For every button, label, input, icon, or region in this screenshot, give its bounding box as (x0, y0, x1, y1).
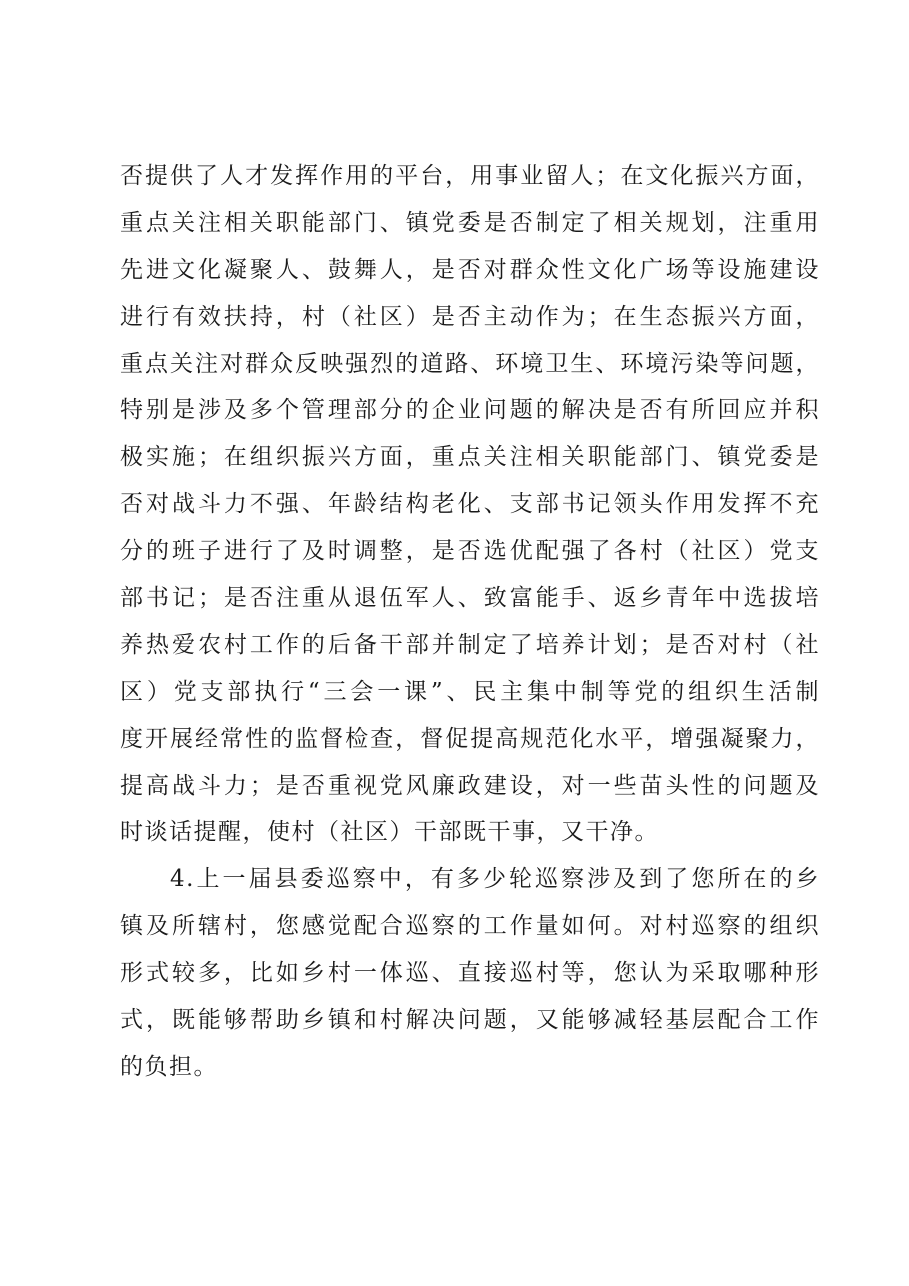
paragraph-line: 度开展经常性的监督检查，督促提高规范化水平，增强凝聚力， (120, 725, 820, 752)
paragraph-line: 形式较多，比如乡村一体巡、直接巡村等，您认为采取哪种形 (120, 960, 820, 987)
paragraph-line: 时谈话提醒，使村（社区）干部既干事，又干净。 (120, 819, 659, 846)
paragraph-line: 分的班子进行了及时调整，是否选优配强了各村（社区）党支 (120, 538, 820, 565)
paragraph-line: 重点关注相关职能部门、镇党委是否制定了相关规划，注重用 (120, 209, 820, 236)
paragraph-line: 特别是涉及多个管理部分的企业问题的解决是否有所回应并积 (120, 397, 820, 424)
paragraph-1 (120, 153, 820, 856)
paragraph-line: 提高战斗力；是否重视党风廉政建设，对一些苗头性的问题及 (120, 772, 820, 799)
paragraph-line: 养热爱农村工作的后备干部并制定了培养计划；是否对村（社 (120, 631, 820, 658)
paragraph-2 (120, 856, 820, 1090)
paragraph-line: 先进文化凝聚人、鼓舞人，是否对群众性文化广场等设施建设 (120, 256, 820, 283)
document-body (120, 153, 820, 1091)
paragraph-line: 区）党支部执行“三会一课”、民主集中制等党的组织生活制 (120, 678, 820, 705)
paragraph-line: 式，既能够帮助乡镇和村解决问题，又能够减轻基层配合工作 (120, 1007, 820, 1034)
paragraph-line: 的负担。 (120, 1053, 218, 1080)
paragraph-line: 否提供了人才发挥作用的平台，用事业留人；在文化振兴方面， (120, 163, 820, 189)
paragraph-line: 极实施；在组织振兴方面，重点关注相关职能部门、镇党委是 (120, 444, 820, 471)
paragraph-line: 进行有效扶持，村（社区）是否主动作为；在生态振兴方面， (120, 303, 820, 330)
paragraph-line: 镇及所辖村，您感觉配合巡察的工作量如何。对村巡察的组织 (120, 913, 820, 940)
paragraph-line: 4.上一届县委巡察中，有多少轮巡察涉及到了您所在的乡 (170, 866, 820, 893)
paragraph-line: 否对战斗力不强、年龄结构老化、支部书记领头作用发挥不充 (120, 491, 820, 518)
paragraph-line: 部书记；是否注重从退伍军人、致富能手、返乡青年中选拔培 (120, 585, 820, 612)
paragraph-line: 重点关注对群众反映强烈的道路、环境卫生、环境污染等问题， (120, 350, 820, 377)
